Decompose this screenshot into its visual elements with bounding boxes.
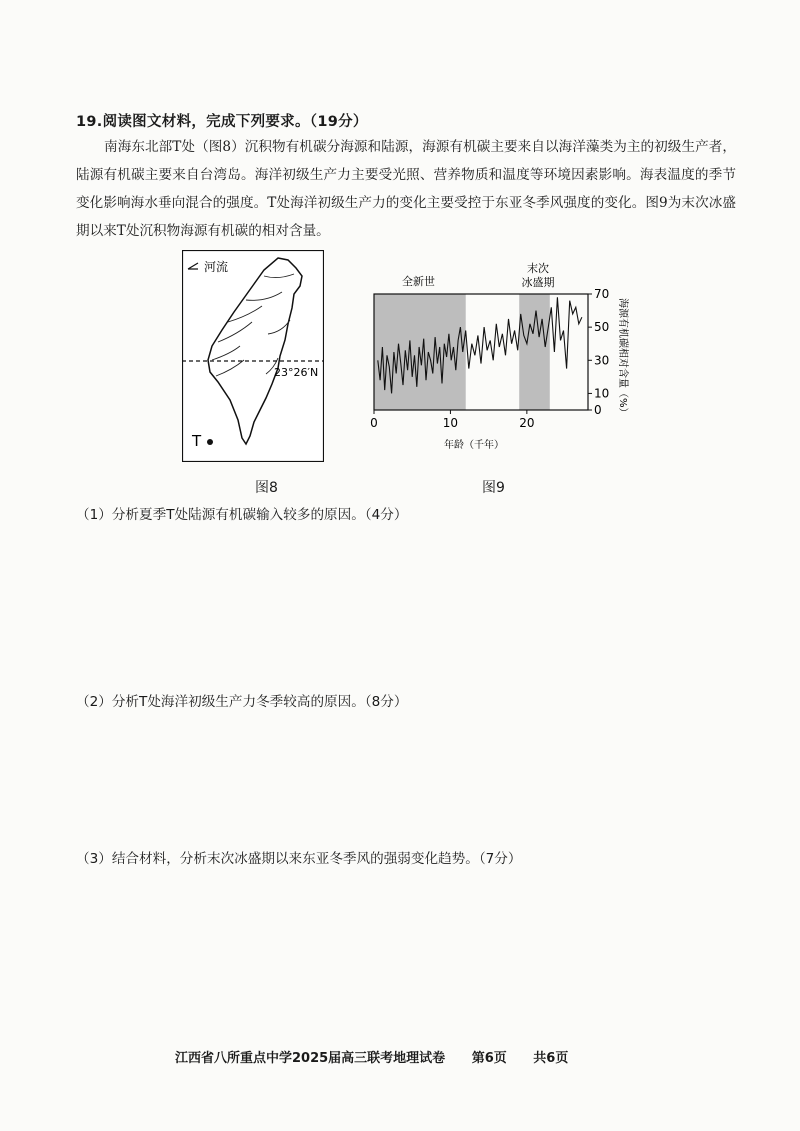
material-text: 南海东北部T处（图8）沉积物有机碳分海源和陆源，海源有机碳主要来自以海洋藻类为主的初级生产者，陆源有机碳主要来自台湾岛。海洋初级生产力主要受光照、营养物质和温度等环境因素影响。海表温度的季节变化影响海水垂向混合的强度。T处海洋初级生产力的变化主要受控于东亚冬季风强度的变化。图9为末次冰盛期以来T处沉积物海源有机碳的相对含量。 [76, 139, 736, 239]
point-t-marker [207, 439, 213, 445]
y-tick-label: 50 [594, 320, 610, 335]
y-tick-label: 70 [594, 287, 610, 301]
footer-total: 共6页 [533, 1051, 569, 1066]
page-footer [175, 1047, 590, 1066]
point-t-label: T [192, 432, 202, 450]
legend-river-label: 河流 [204, 260, 229, 274]
lgm-label-line2: 冰盛期 [521, 276, 555, 289]
x-axis-label: 年龄（千年） [444, 440, 504, 451]
figure9-caption: 图9 [482, 480, 505, 496]
sub-question-1: （1）分析夏季T处陆源有机碳输入较多的原因。（4分） [76, 507, 408, 523]
footer-school: 江西省八所重点中学2025届高三联考地理试卷 [175, 1051, 446, 1066]
x-tick-label: 20 [519, 416, 535, 430]
material-paragraph [76, 133, 736, 245]
lgm-label-line1: 末次 [527, 262, 549, 275]
figure9-chart [358, 258, 640, 454]
holocene-label: 全新世 [402, 275, 435, 288]
footer-page: 第6页 [471, 1051, 507, 1066]
x-tick-label: 0 [370, 416, 378, 430]
y-tick-label: 30 [594, 353, 610, 368]
shaded-period-1 [519, 294, 550, 410]
y-tick-label: 10 [594, 386, 610, 401]
y-axis-label: 海源有机碳相对含量（%） [617, 298, 628, 418]
y-tick-label: 0 [594, 403, 602, 417]
latitude-label: 23°26′N [274, 366, 319, 379]
figure8-map [182, 250, 324, 462]
figure8-caption: 图8 [255, 480, 278, 496]
x-tick-label: 10 [442, 416, 459, 430]
question-title: 19.阅读图文材料，完成下列要求。（19分） [76, 114, 368, 130]
sub-question-2: （2）分析T处海洋初级生产力冬季较高的原因。（8分） [76, 694, 408, 710]
sub-question-3: （3）结合材料，分析末次冰盛期以来东亚冬季风的强弱变化趋势。（7分） [76, 851, 522, 867]
